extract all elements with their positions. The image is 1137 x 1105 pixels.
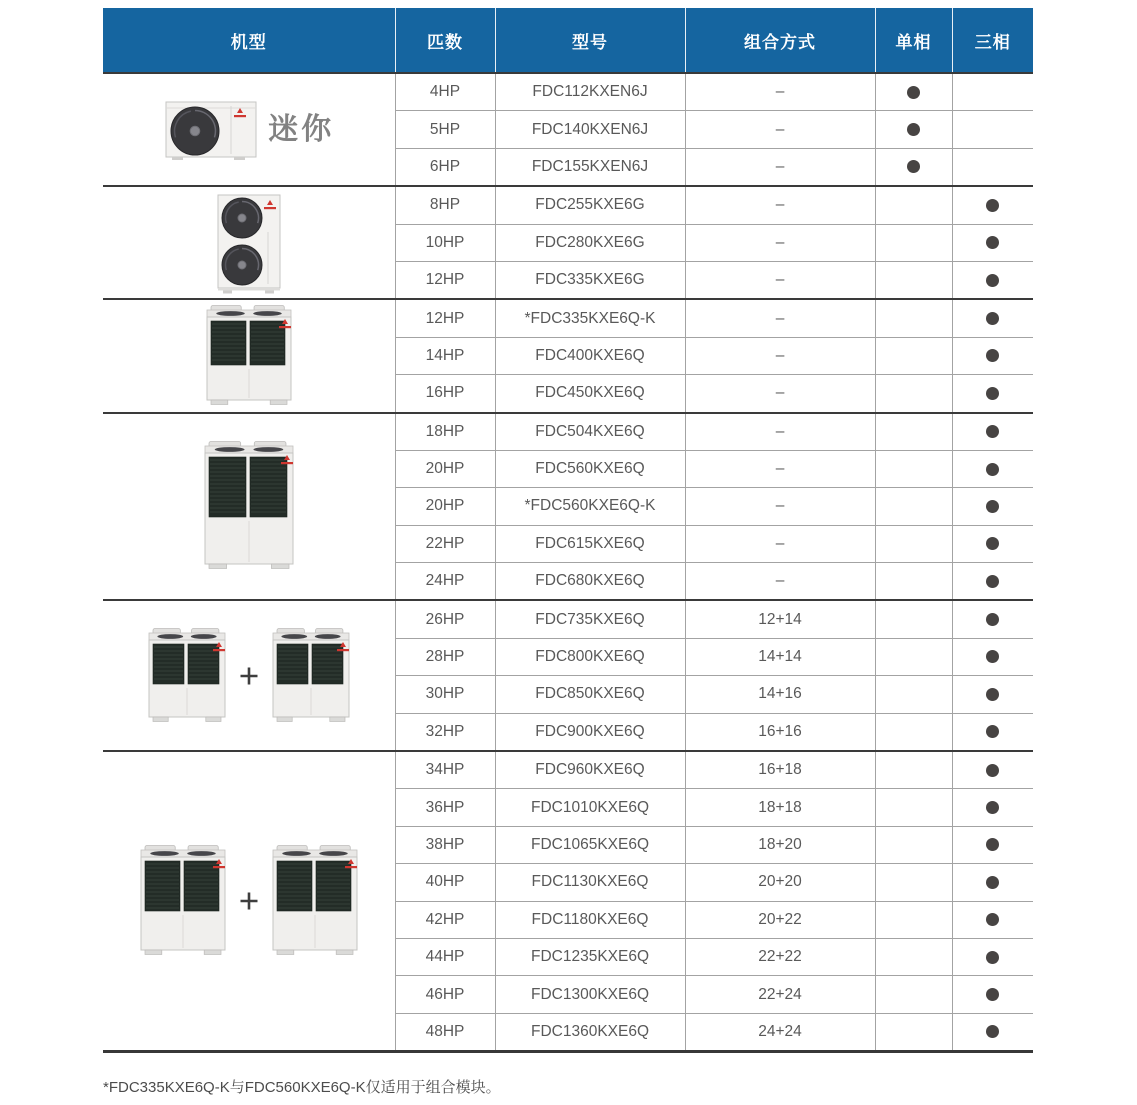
hp-cell: 42HP	[395, 901, 495, 938]
table-row	[103, 73, 1033, 111]
combination-cell: –	[685, 525, 875, 562]
spec-table	[103, 8, 1033, 1053]
three-phase-dot	[986, 1025, 999, 1038]
col-header-single-phase: 单相	[875, 8, 952, 73]
hp-cell: 32HP	[395, 713, 495, 751]
model-cell: FDC450KXE6Q	[495, 375, 685, 413]
combination-cell: 12+14	[685, 600, 875, 638]
combination-cell: –	[685, 73, 875, 111]
product-image-cell	[103, 413, 395, 601]
hp-cell: 48HP	[395, 1013, 495, 1051]
three-phase-cell	[952, 938, 1033, 975]
three-phase-dot	[986, 650, 999, 663]
model-cell: FDC1065KXE6Q	[495, 826, 685, 863]
table-header	[103, 8, 1033, 73]
single-phase-dot	[907, 123, 920, 136]
footnote: *FDC335KXE6Q-K与FDC560KXE6Q-K仅适用于组合模块。	[103, 1079, 501, 1096]
single-phase-cell	[875, 751, 952, 789]
hp-cell: 26HP	[395, 600, 495, 638]
three-phase-cell	[952, 337, 1033, 374]
three-phase-cell	[952, 563, 1033, 601]
combination-cell: 22+24	[685, 976, 875, 1013]
three-phase-dot	[986, 838, 999, 851]
single-phase-cell	[875, 600, 952, 638]
combination-cell: 18+18	[685, 789, 875, 826]
combination-cell: 20+20	[685, 864, 875, 901]
compact-cabinet-unit-image	[145, 628, 229, 724]
three-phase-dot	[986, 575, 999, 588]
model-cell: *FDC335KXE6Q-K	[495, 299, 685, 337]
three-phase-cell	[952, 789, 1033, 826]
single-phase-cell	[875, 976, 952, 1013]
hp-cell: 20HP	[395, 450, 495, 487]
hp-cell: 24HP	[395, 563, 495, 601]
hp-cell: 12HP	[395, 261, 495, 299]
single-phase-dot	[907, 160, 920, 173]
compact-cabinet-unit-image	[203, 305, 295, 407]
mini-label: 迷你	[268, 112, 335, 146]
model-cell: FDC850KXE6Q	[495, 676, 685, 713]
product-group	[103, 600, 1033, 751]
product-image	[103, 441, 395, 571]
three-phase-cell	[952, 676, 1033, 713]
hp-cell: 36HP	[395, 789, 495, 826]
model-cell: *FDC560KXE6Q-K	[495, 488, 685, 525]
three-phase-cell	[952, 413, 1033, 451]
hp-cell: 40HP	[395, 864, 495, 901]
three-phase-dot	[986, 988, 999, 1001]
combination-cell: 14+16	[685, 676, 875, 713]
three-phase-cell	[952, 299, 1033, 337]
plus-icon	[238, 665, 260, 687]
three-phase-dot	[986, 876, 999, 889]
combination-cell: –	[685, 148, 875, 186]
product-image-cell	[103, 600, 395, 751]
hp-cell: 44HP	[395, 938, 495, 975]
combination-cell: 20+22	[685, 901, 875, 938]
single-phase-cell	[875, 713, 952, 751]
model-cell: FDC1130KXE6Q	[495, 864, 685, 901]
single-phase-cell	[875, 525, 952, 562]
model-cell: FDC735KXE6Q	[495, 600, 685, 638]
product-group	[103, 186, 1033, 299]
single-phase-cell	[875, 938, 952, 975]
single-phase-cell	[875, 901, 952, 938]
three-phase-cell	[952, 525, 1033, 562]
combination-cell: –	[685, 299, 875, 337]
single-phase-cell	[875, 73, 952, 111]
three-phase-cell	[952, 375, 1033, 413]
hp-cell: 46HP	[395, 976, 495, 1013]
single-phase-dot	[907, 86, 920, 99]
table-row	[103, 600, 1033, 638]
single-phase-cell	[875, 826, 952, 863]
model-cell: FDC900KXE6Q	[495, 713, 685, 751]
model-cell: FDC960KXE6Q	[495, 751, 685, 789]
single-phase-cell	[875, 450, 952, 487]
three-phase-cell	[952, 751, 1033, 789]
header-row	[103, 8, 1033, 73]
hp-cell: 30HP	[395, 676, 495, 713]
vertical-two-fan-unit-image	[210, 192, 288, 294]
model-cell: FDC140KXEN6J	[495, 111, 685, 148]
single-phase-cell	[875, 413, 952, 451]
three-phase-cell	[952, 864, 1033, 901]
combination-cell: –	[685, 261, 875, 299]
three-phase-cell	[952, 600, 1033, 638]
three-phase-dot	[986, 537, 999, 550]
product-image	[103, 628, 395, 724]
product-group	[103, 413, 1033, 601]
single-phase-cell	[875, 261, 952, 299]
hp-cell: 5HP	[395, 111, 495, 148]
single-phase-cell	[875, 299, 952, 337]
three-phase-dot	[986, 913, 999, 926]
three-phase-dot	[986, 236, 999, 249]
combination-cell: –	[685, 224, 875, 261]
hp-cell: 16HP	[395, 375, 495, 413]
product-image-cell	[103, 299, 395, 412]
three-phase-dot	[986, 387, 999, 400]
single-phase-cell	[875, 224, 952, 261]
model-cell: FDC255KXE6G	[495, 186, 685, 224]
table-row	[103, 751, 1033, 789]
hp-cell: 4HP	[395, 73, 495, 111]
hp-cell: 20HP	[395, 488, 495, 525]
model-cell: FDC1300KXE6Q	[495, 976, 685, 1013]
single-phase-cell	[875, 676, 952, 713]
combination-cell: 16+18	[685, 751, 875, 789]
model-cell: FDC1180KXE6Q	[495, 901, 685, 938]
product-group	[103, 73, 1033, 186]
three-phase-dot	[986, 199, 999, 212]
single-phase-cell	[875, 1013, 952, 1051]
three-phase-dot	[986, 349, 999, 362]
combination-cell: –	[685, 186, 875, 224]
tall-cabinet-unit-image	[269, 845, 361, 957]
hp-cell: 38HP	[395, 826, 495, 863]
single-phase-cell	[875, 148, 952, 186]
col-header-combination: 组合方式	[685, 8, 875, 73]
three-phase-cell	[952, 450, 1033, 487]
single-phase-cell	[875, 789, 952, 826]
hp-cell: 18HP	[395, 413, 495, 451]
model-cell: FDC1010KXE6Q	[495, 789, 685, 826]
product-image	[103, 192, 395, 294]
three-phase-dot	[986, 951, 999, 964]
three-phase-dot	[986, 688, 999, 701]
model-cell: FDC155KXEN6J	[495, 148, 685, 186]
model-cell: FDC504KXE6Q	[495, 413, 685, 451]
three-phase-dot	[986, 274, 999, 287]
single-phase-cell	[875, 375, 952, 413]
combination-cell: 22+22	[685, 938, 875, 975]
model-cell: FDC1360KXE6Q	[495, 1013, 685, 1051]
single-phase-cell	[875, 488, 952, 525]
product-image-cell	[103, 73, 395, 186]
model-cell: FDC400KXE6Q	[495, 337, 685, 374]
three-phase-cell	[952, 826, 1033, 863]
three-phase-dot	[986, 613, 999, 626]
single-phase-cell	[875, 638, 952, 675]
single-phase-cell	[875, 864, 952, 901]
table-row	[103, 413, 1033, 451]
plus-icon	[238, 890, 260, 912]
three-phase-dot	[986, 312, 999, 325]
hp-cell: 12HP	[395, 299, 495, 337]
tall-cabinet-unit-image	[201, 441, 297, 571]
model-cell: FDC1235KXE6Q	[495, 938, 685, 975]
hp-cell: 10HP	[395, 224, 495, 261]
single-phase-cell	[875, 337, 952, 374]
hp-cell: 6HP	[395, 148, 495, 186]
hp-cell: 34HP	[395, 751, 495, 789]
single-phase-cell	[875, 111, 952, 148]
product-image-cell	[103, 186, 395, 299]
three-phase-dot	[986, 764, 999, 777]
spec-table-container	[103, 8, 1033, 1053]
single-phase-cell	[875, 186, 952, 224]
hp-cell: 8HP	[395, 186, 495, 224]
three-phase-dot	[986, 801, 999, 814]
model-cell: FDC280KXE6G	[495, 224, 685, 261]
combination-cell: –	[685, 488, 875, 525]
compact-cabinet-unit-image	[269, 628, 353, 724]
model-cell: FDC680KXE6Q	[495, 563, 685, 601]
col-header-model-type: 机型	[103, 8, 395, 73]
product-image	[103, 305, 395, 407]
model-cell: FDC335KXE6G	[495, 261, 685, 299]
product-image-cell	[103, 751, 395, 1052]
model-cell: FDC615KXE6Q	[495, 525, 685, 562]
product-group	[103, 299, 1033, 412]
tall-cabinet-unit-image	[137, 845, 229, 957]
table-row	[103, 186, 1033, 224]
col-header-hp: 匹数	[395, 8, 495, 73]
model-cell: FDC800KXE6Q	[495, 638, 685, 675]
product-group	[103, 751, 1033, 1052]
three-phase-cell	[952, 148, 1033, 186]
three-phase-cell	[952, 488, 1033, 525]
product-image	[103, 845, 395, 957]
three-phase-cell	[952, 638, 1033, 675]
three-phase-dot	[986, 725, 999, 738]
three-phase-cell	[952, 901, 1033, 938]
hp-cell: 22HP	[395, 525, 495, 562]
product-image	[103, 96, 395, 164]
three-phase-cell	[952, 111, 1033, 148]
combination-cell: 18+20	[685, 826, 875, 863]
three-phase-cell	[952, 73, 1033, 111]
three-phase-cell	[952, 713, 1033, 751]
combination-cell: –	[685, 337, 875, 374]
col-header-model: 型号	[495, 8, 685, 73]
three-phase-cell	[952, 224, 1033, 261]
combination-cell: –	[685, 413, 875, 451]
col-header-three-phase: 三相	[952, 8, 1033, 73]
model-cell: FDC112KXEN6J	[495, 73, 685, 111]
three-phase-dot	[986, 463, 999, 476]
combination-cell: –	[685, 563, 875, 601]
combination-cell: –	[685, 111, 875, 148]
mini-unit-image	[163, 96, 259, 164]
model-cell: FDC560KXE6Q	[495, 450, 685, 487]
combination-cell: 24+24	[685, 1013, 875, 1051]
three-phase-dot	[986, 425, 999, 438]
three-phase-cell	[952, 976, 1033, 1013]
hp-cell: 14HP	[395, 337, 495, 374]
combination-cell: 16+16	[685, 713, 875, 751]
single-phase-cell	[875, 563, 952, 601]
combination-cell: 14+14	[685, 638, 875, 675]
hp-cell: 28HP	[395, 638, 495, 675]
combination-cell: –	[685, 375, 875, 413]
three-phase-cell	[952, 261, 1033, 299]
combination-cell: –	[685, 450, 875, 487]
three-phase-dot	[986, 500, 999, 513]
three-phase-cell	[952, 1013, 1033, 1051]
table-row	[103, 299, 1033, 337]
three-phase-cell	[952, 186, 1033, 224]
